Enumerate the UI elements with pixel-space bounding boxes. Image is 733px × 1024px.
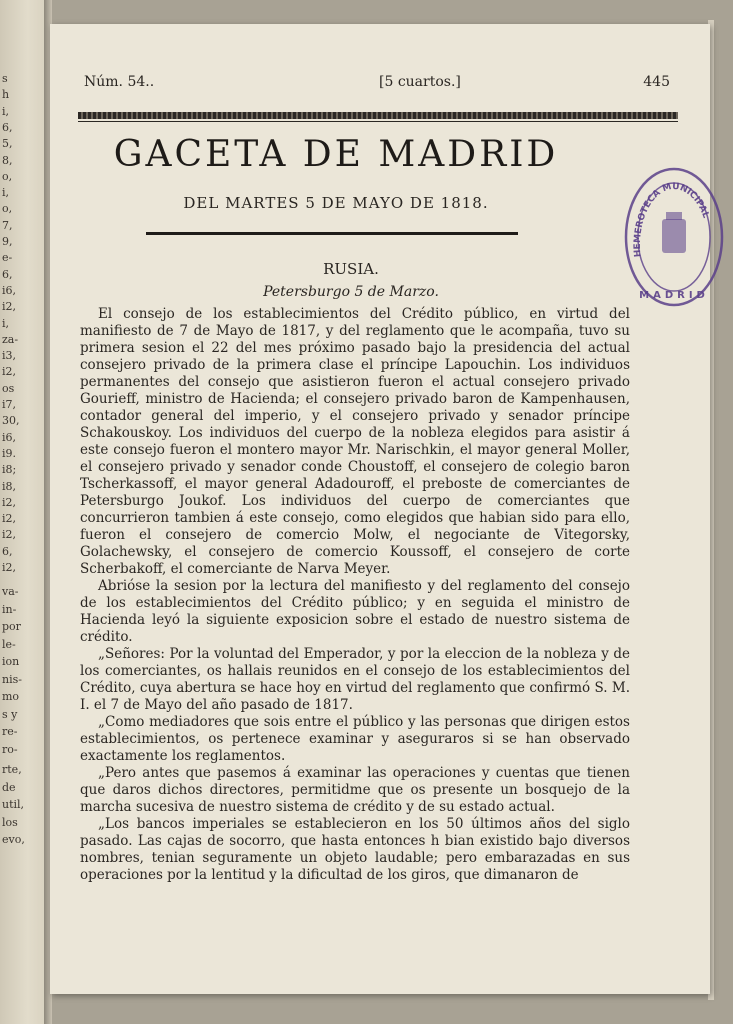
left-page-fragment: i,	[2, 316, 10, 330]
library-stamp	[622, 164, 726, 310]
left-page-fragment: i6,	[2, 283, 17, 297]
left-page-fragment: i9.	[2, 446, 17, 460]
left-page-fragment: i7,	[2, 398, 17, 411]
title-rule	[146, 232, 518, 235]
svg-text:HEMEROTECA MUNICIPAL: HEMEROTECA MUNICIPAL	[632, 181, 711, 258]
paragraph: El consejo de los establecimientos del Crédito público, en virtud del manifiesto de 7 de Mayo de 1817, y del reglamento que le acompaña, tuvo su primera sesion el 22 del mes próximo pasado bajo la presidencia del actual consejero privado de la primera clase el príncipe Lapouchin. Los individuos permanentes del consejo que asistieron fueron el actual consejero privado Gourieff, ministro de Hacienda; el consejero privado baron de Kampenhausen, contador general del imperio, y el consejero privado y senador príncipe Schakouskoy. Los individuos del cuerpo de la nobleza elegidos para asistir á este consejo fueron el montero mayor Mr. Narischkin, el mayor general Moller, el consejero privado y senador conde Choustoff, el consejero de colegio baron Tscherkassoff, el mayor general Adadouroff, el preboste de comerciantes de Petersburgo Joukof. Los individuos del cuerpo de comerciantes que concurrieron tambien á este consejo, como elegidos que habian sido para ello, fueron el consejero de comercio Molw, el negociante de Vitegorsky, Golachewsky, el consejero de comercio Koussoff, el consejero de corte Scherbakoff, el comerciante de Narva Meyer.	[80, 306, 630, 577]
left-page-fragment: ion	[2, 655, 20, 668]
thin-rule	[78, 121, 678, 122]
running-header	[84, 74, 670, 94]
left-page-fragment: in-	[2, 602, 17, 616]
left-page-fragment: i,	[2, 104, 10, 118]
ornamental-rule	[78, 112, 678, 119]
left-page-fragment: i2,	[2, 512, 17, 526]
left-page-fragment: i3,	[2, 349, 17, 363]
issue-price: [5 cuartos.]	[379, 74, 461, 90]
left-page-fragment: h	[2, 88, 10, 102]
masthead-date: DEL MARTES 5 DE MAYO DE 1818.	[183, 194, 489, 212]
paragraph: „Como mediadores que sois entre el público y las personas que dirigen estos establecimientos, os pertenece examinar y aseguraros si se han observado exactamente los reglamentos.	[80, 714, 630, 764]
left-page-fragment: o,	[2, 202, 13, 216]
left-page-fragment: i8;	[2, 463, 17, 477]
section-heading: RUSIA.	[323, 260, 379, 278]
left-page-fragment: i2,	[2, 561, 17, 574]
left-page-fragment: 6,	[2, 267, 13, 281]
left-page-fragment: va-	[2, 585, 19, 598]
left-page-fragment: i6,	[2, 430, 17, 444]
left-page-fragment: evo,	[2, 833, 25, 846]
left-page-fragment: re-	[2, 725, 18, 738]
left-page-fragment: os	[2, 381, 15, 395]
left-page-fragment: i2,	[2, 528, 17, 542]
left-page-fragment: de	[2, 780, 16, 794]
left-page-fragment: s	[2, 72, 8, 85]
left-page-fragment: 6,	[2, 120, 13, 134]
paragraph: „Los bancos imperiales se establecieron en los 50 últimos años del siglo pasado. Las cajas de socorro, que hasta entonces h bian existido bajo diversos nombres, tenian seguramente un objeto laudable; pero embarazadas en sus operaciones por la lentitud y la dificultad de los giros, que dimanaron de	[80, 816, 630, 883]
left-page-fragment: i,	[2, 186, 10, 200]
left-page-fragment: i8,	[2, 479, 17, 493]
left-page-fragment: i2,	[2, 365, 17, 379]
left-page-fragment: por	[2, 620, 21, 633]
left-page-strip	[0, 0, 46, 1024]
left-page-fragment: o,	[2, 169, 13, 183]
left-page-fragment: 5,	[2, 137, 13, 151]
paragraph: Abrióse la sesion por la lectura del manifiesto y del reglamento del consejo de los establecimientos del Crédito público; y en seguida el ministro de Hacienda leyó la siguiente exposicion sobre el estado de nuestro sistema de crédito.	[80, 578, 630, 645]
left-page-fragment: s y	[2, 707, 18, 721]
article-body	[80, 306, 630, 884]
svg-text:MADRID: MADRID	[639, 290, 709, 301]
stamp-seal-icon	[622, 164, 726, 310]
left-page-fragment: 7,	[2, 218, 13, 232]
left-page-fragment: 8,	[2, 153, 13, 167]
left-page-fragment: ro-	[2, 742, 18, 756]
left-page-fragment: 6,	[2, 544, 13, 558]
left-page-fragment: 30,	[2, 414, 20, 428]
issue-number: Núm. 54..	[84, 74, 155, 90]
left-page-fragment: util,	[2, 798, 25, 811]
left-page-fragment: i2,	[2, 300, 17, 314]
newspaper-page	[50, 24, 710, 994]
left-page-fragment: rte,	[2, 763, 22, 776]
left-page-fragment: mo	[2, 690, 20, 703]
page-number: 445	[643, 74, 670, 90]
paragraph: „Señores: Por la voluntad del Emperador, y por la eleccion de la nobleza y de los comerciantes, os hallais reunidos en el consejo de los establecimientos del Crédito, cuya abertura se hace hoy en virtud del reglamento que confirmó S. M. I. el 7 de Mayo del año pasado de 1817.	[80, 646, 630, 713]
left-page-fragment: e-	[2, 251, 13, 265]
paragraph: „Pero antes que pasemos á examinar las operaciones y cuentas que tienen que daros dichos directores, permitidme que os presente un bosquejo de la marcha sucesiva de nuestro sistema de crédito y de su estado actual.	[80, 765, 630, 815]
left-page-fragment: le-	[2, 637, 16, 651]
left-page-fragment: nis-	[2, 672, 22, 686]
left-page-fragment: los	[2, 815, 18, 829]
masthead-title: GACETA DE MADRID	[113, 134, 559, 175]
left-page-fragment: za-	[2, 332, 19, 346]
article-dateline: Petersburgo 5 de Marzo.	[263, 284, 439, 300]
left-page-fragment: 9,	[2, 235, 13, 248]
left-page-fragment: i2,	[2, 495, 17, 509]
